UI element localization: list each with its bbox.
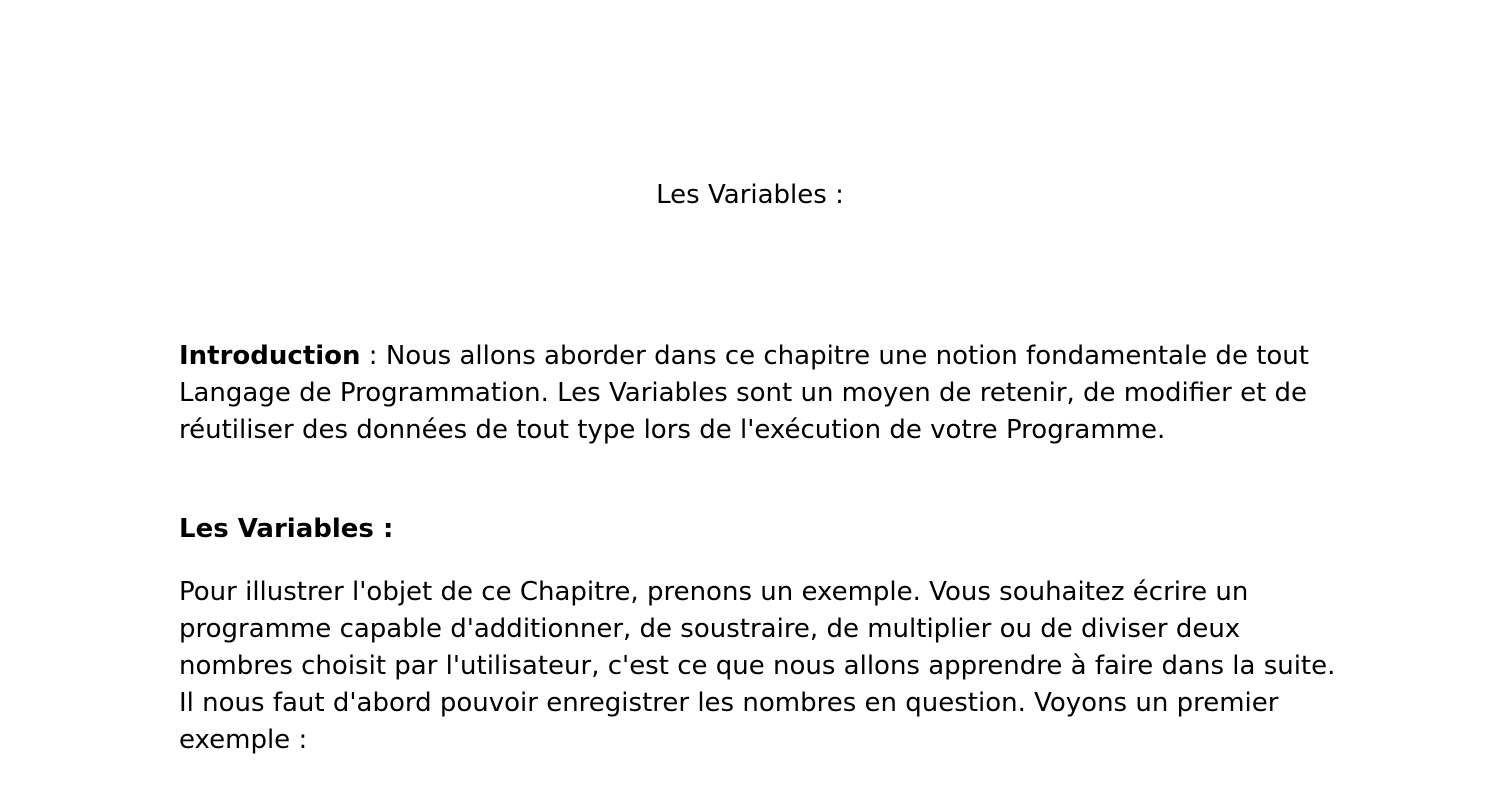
intro-label: Introduction xyxy=(179,341,361,371)
section-paragraph: Pour illustrer l'objet de ce Chapitre, prenons un exemple. Vous souhaitez écrire un programme capable d'additionner, de soustraire, de multiplier ou de diviser deux nombres choisit par l'utilisateur, c'est ce que nous allons apprendre à faire dans la suite. Il nous faut d'abord pouvoir enregistrer les nombres en question. Voyons un premier exemple : xyxy=(179,577,1336,755)
intro-text: : Nous allons aborder dans ce chapitre une notion fondamentale de tout Langage de Programmation. Les Variables sont un moyen de retenir, de modifier et de réutiliser des données de tout type lors de l'exécution de votre Programme. xyxy=(179,341,1309,445)
section-heading: Les Variables : xyxy=(179,514,394,544)
intro-paragraph xyxy=(179,338,1339,449)
page-title: Les Variables : xyxy=(656,180,844,210)
